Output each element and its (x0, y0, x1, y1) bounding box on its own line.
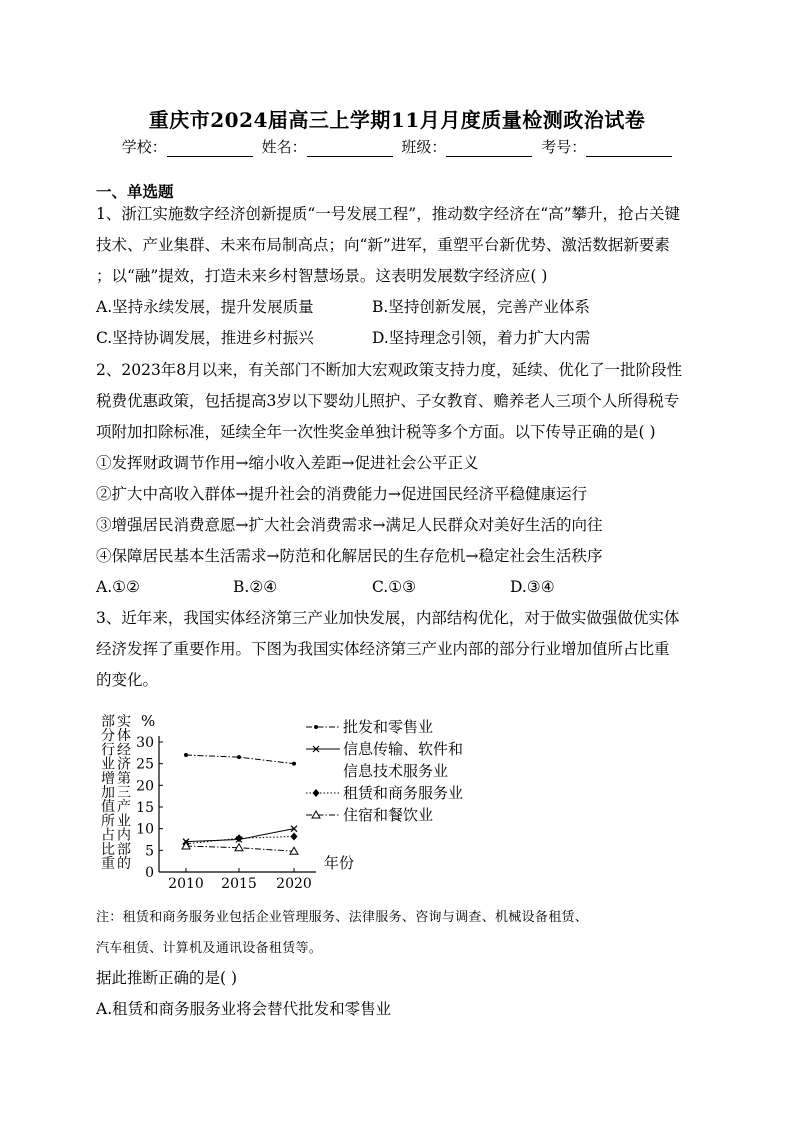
y-tick-label: 5 (145, 843, 154, 860)
y-label-char: 重 (101, 856, 115, 872)
legend-label: 租赁和商务服务业 (343, 784, 464, 802)
q3-prompt: 据此推断正确的是( ) (96, 969, 238, 987)
y-label-char: 加 (101, 785, 115, 801)
exam-title: 重庆市2024届高三上学期11月月度质量检测政治试卷 (148, 108, 646, 132)
y-label-char: 第 (117, 770, 131, 787)
y-tick-label: 20 (136, 778, 154, 795)
q1-option-d[interactable]: D.坚持理念引领，着力扩大内需 (372, 329, 591, 347)
y-tick-label: 10 (136, 821, 154, 838)
name-blank[interactable] (307, 142, 393, 157)
x-axis-label: 年份 (324, 854, 355, 872)
school-blank[interactable] (167, 142, 253, 157)
exam-number-label: 考号： (541, 138, 587, 156)
school-label: 学校： (121, 138, 167, 156)
name-field[interactable] (262, 136, 393, 157)
legend-marker (313, 789, 320, 797)
q2-statement-1: ①发挥财政调节作用→缩小收入差距→促进社会公平正义 (96, 454, 479, 472)
exam-number-field[interactable] (541, 136, 672, 157)
series-1 (184, 753, 296, 766)
y-label-char: 比 (101, 841, 115, 858)
y-label-char: 经 (117, 742, 131, 759)
legend-label: 信息传输、软件和 (343, 740, 464, 758)
q1-option-a[interactable]: A.坚持永续发展，提升发展质量 (96, 298, 314, 316)
q3-stem-line: 经济发挥了重要作用。下图为我国实体经济第三产业内部的部分行业增加值所占比重 (96, 640, 670, 658)
q2-stem-line: 2、2023年8月以来，有关部门不断加大宏观政策支持力度，延续、优化了一批阶段性 (96, 361, 683, 379)
data-point (237, 755, 241, 759)
q2-option-a[interactable]: A.①② (96, 578, 140, 596)
chart-note-line: 注：租赁和商务服务业包括企业管理服务、法律服务、咨询与调查、机械设备租赁、 (96, 910, 589, 925)
series-group (182, 753, 298, 854)
section-heading: 一、单选题 (96, 182, 174, 201)
q2-statement-4: ④保障居民基本生活需求→防范和化解居民的生存危机→稳定社会生活秩序 (96, 547, 603, 565)
y-label-char: 部 (117, 841, 131, 858)
y-label-char: 体 (117, 728, 131, 745)
legend-item (306, 718, 433, 736)
school-field[interactable] (122, 136, 253, 157)
y-label-char: 值 (101, 799, 115, 816)
q1-option-b[interactable]: B.坚持创新发展，完善产业体系 (372, 298, 590, 316)
student-info-row (0, 136, 794, 157)
y-label-char: 的 (117, 856, 131, 872)
q2-stem-line: 项附加扣除标准，延续全年一次性奖金单独计税等多个方面。以下传导正确的是( ) (96, 423, 656, 441)
class-field[interactable] (401, 136, 532, 157)
y-tick-label: 15 (136, 800, 154, 816)
exam-number-blank[interactable] (586, 142, 672, 157)
q2-stem-line: 税费优惠政策，包括提高3岁以下婴幼儿照护、子女教育、赡养老人三项个人所得税专 (96, 392, 680, 410)
chart-note-line: 汽车租赁、计算机及通讯设备租赁等。 (96, 941, 323, 956)
legend-label: 批发和零售业 (343, 718, 434, 736)
q2-option-b[interactable]: B.②④ (233, 578, 278, 596)
data-point (291, 832, 298, 840)
y-label-char: 业 (101, 756, 115, 773)
y-label-char: 实 (117, 714, 131, 730)
q2-option-c[interactable]: C.①③ (372, 578, 417, 596)
q1-stem-line: ；以“融”提效，打造未来乡村智慧场景。这表明发展数字经济应( ) (96, 267, 548, 285)
y-axis-unit: % (141, 712, 156, 730)
series-4 (182, 842, 298, 854)
industry-share-line-chart (96, 704, 496, 894)
q2-option-d[interactable]: D.③④ (510, 578, 555, 596)
class-blank[interactable] (446, 142, 532, 157)
q3-option-a[interactable]: A.租赁和商务服务业将会替代批发和零售业 (96, 1000, 392, 1018)
y-label-char: 内 (117, 827, 131, 844)
q2-statement-3: ③增强居民消费意愿→扩大社会消费需求→满足人民群众对美好生活的向往 (96, 516, 603, 534)
y-tick-label: 0 (145, 865, 154, 881)
q3-stem-line: 3、近年来，我国实体经济第三产业加快发展，内部结构优化，对于做实做强做优实体 (96, 609, 680, 627)
y-label-char: 行 (101, 742, 115, 759)
y-tick-label: 30 (136, 735, 154, 751)
q1-stem-line: 1、浙江实施数字经济创新提质“一号发展工程”，推动数字经济在“高”攀升，抢占关键 (96, 205, 681, 223)
y-label-char: 增 (101, 770, 115, 787)
x-tick-label: 2015 (221, 876, 257, 892)
y-label-char: 业 (117, 813, 131, 830)
data-point (236, 834, 243, 842)
x-tick-label: 2010 (168, 876, 204, 892)
q1-stem-line: 技术、产业集群、未来布局制高点；向“新”进军，重塑平台新优势、激活数据新要素 (96, 236, 670, 254)
y-label-char: 分 (101, 728, 115, 745)
chart-legend (306, 718, 463, 824)
y-label-char: 所 (101, 813, 115, 830)
class-label: 班级： (401, 138, 447, 156)
x-tick-label: 2020 (276, 876, 312, 892)
y-label-char: 占 (101, 827, 115, 844)
y-tick-label: 25 (136, 756, 154, 773)
q3-stem-line: 的变化。 (96, 671, 159, 689)
y-label-char: 三 (117, 785, 131, 801)
series-2 (183, 826, 297, 845)
y-label-char: 济 (117, 756, 131, 773)
y-axis-label (101, 714, 131, 872)
legend-item (306, 806, 433, 824)
q2-statement-2: ②扩大中高收入群体→提升社会的消费能力→促进国民经济平稳健康运行 (96, 485, 587, 503)
data-point (292, 762, 296, 766)
legend-marker (314, 725, 318, 729)
legend-item (306, 740, 463, 780)
y-label-char: 产 (117, 799, 131, 816)
q1-option-c[interactable]: C.坚持协调发展，推进乡村振兴 (96, 329, 314, 347)
legend-label: 信息技术服务业 (343, 762, 449, 780)
name-label: 姓名： (261, 138, 307, 156)
legend-label: 住宿和餐饮业 (343, 806, 434, 824)
data-point (184, 753, 188, 757)
y-label-char: 部 (101, 714, 115, 730)
legend-item (306, 784, 463, 802)
